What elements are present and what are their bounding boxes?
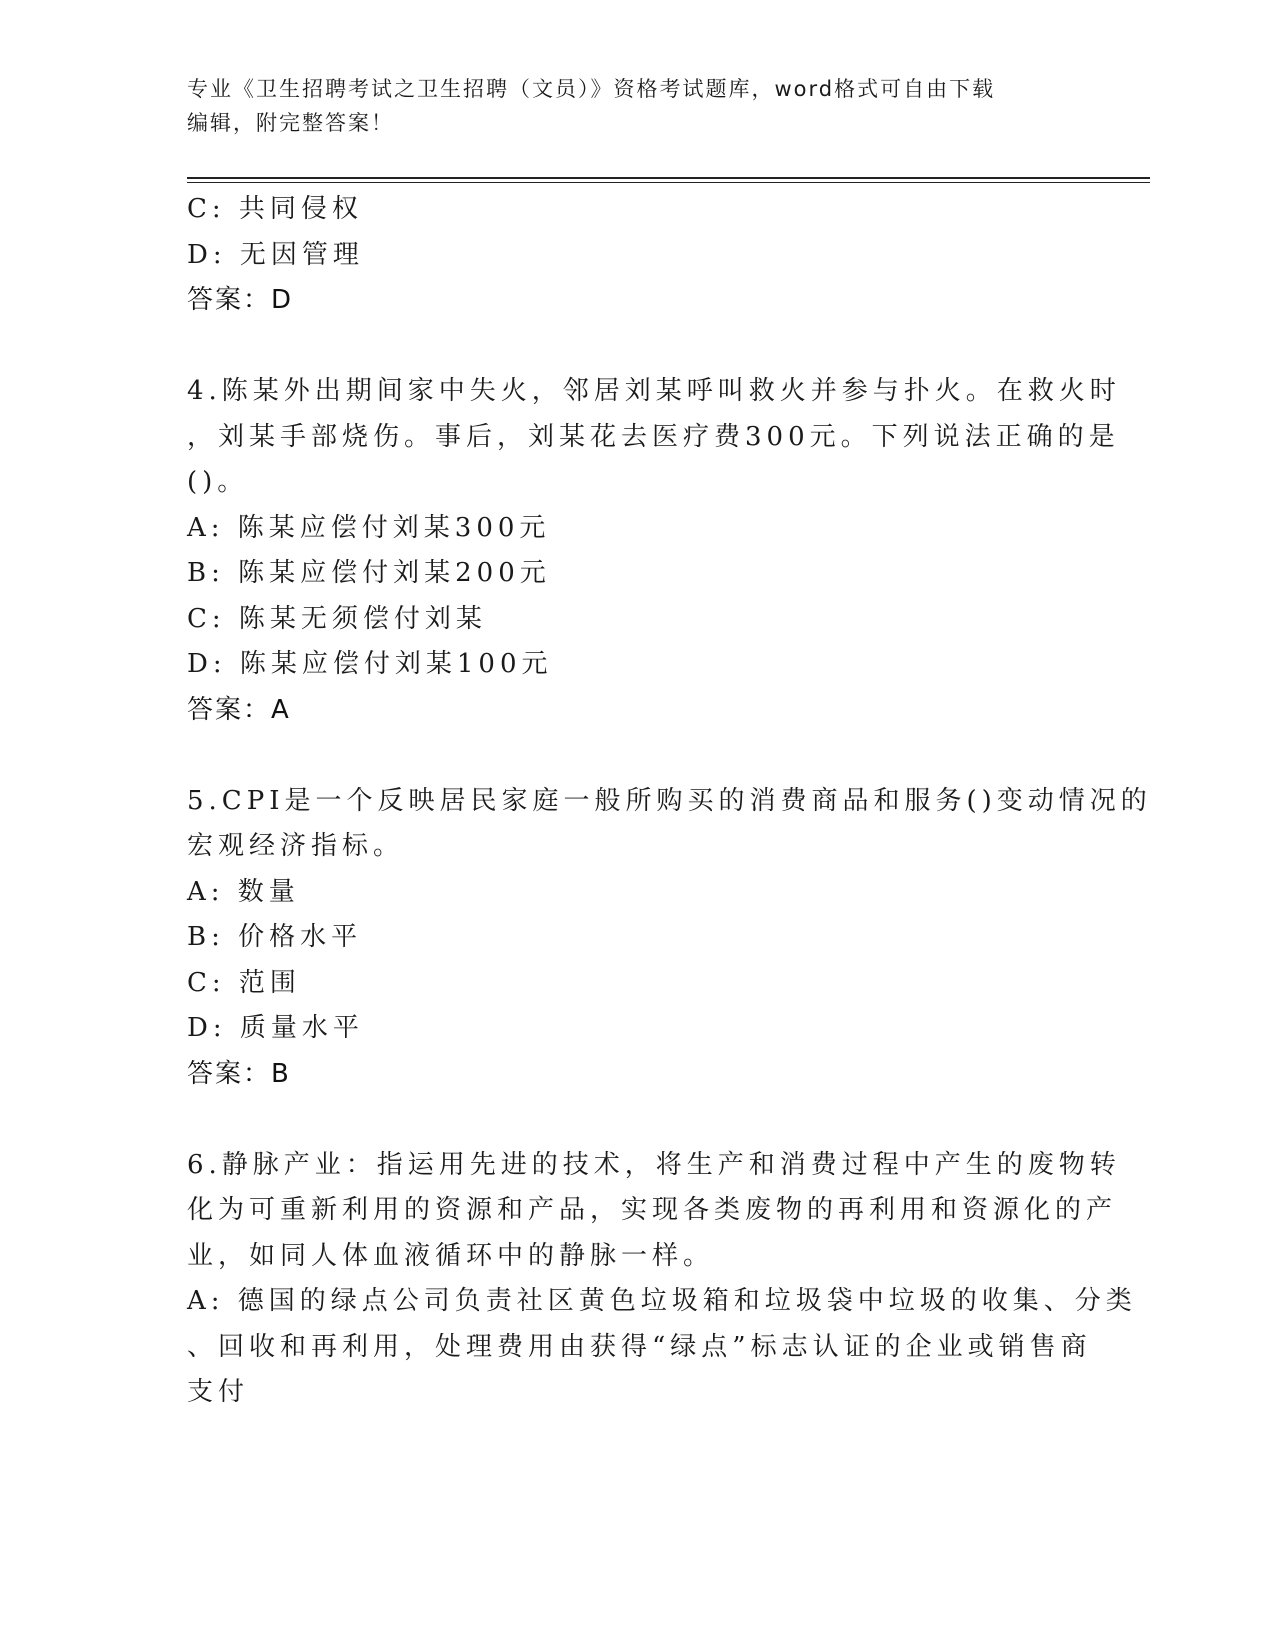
question-stem-line: 6.静脉产业：指运用先进的技术，将生产和消费过程中产生的废物转 [187,1149,1121,1180]
option-d: D: 质量水平 [187,1013,364,1043]
answer: 答案：B [187,1058,291,1089]
answer: 答案：D [187,285,294,315]
option-b: B: 价格水平 [187,922,363,952]
option-a: A: 德国的绿点公司负责社区黄色垃圾箱和垃圾袋中垃圾的收集、分类 [187,1286,1137,1316]
document-header [187,72,1087,140]
option-c: C: 范围 [187,967,301,998]
answer: 答案：A [187,694,291,725]
spacer [187,324,1087,370]
option-d: D: 陈某应偿付刘某100元 [187,649,553,679]
question-4 [187,369,1121,733]
question-stem-line: 5.CPI是一个反映居民家庭一般所购买的消费商品和服务()变动情况的 [187,785,1152,816]
question-stem-line: ，刘某手部烧伤。事后，刘某花去医疗费300元。下列说法正确的是 [187,421,1120,452]
spacer [187,1097,1087,1143]
question-stem-line: 业，如同人体血液循环中的静脉一样。 [187,1240,715,1271]
question-stem-line: 宏观经济指标。 [187,831,405,861]
question-5 [187,779,1152,1098]
option-b: B: 陈某应偿付刘某200元 [187,558,551,588]
option-a: A: 数量 [187,876,300,907]
header-line-2: 编辑，附完整答案！ [187,111,394,135]
option-a-continued: 、回收和再利用，处理费用由获得“绿点”标志认证的企业或销售商 [187,1331,1092,1362]
question-3-tail [187,187,1087,324]
question-stem-line: ()。 [187,467,249,497]
option-a-continued: 支付 [187,1377,250,1407]
option-c: C: 陈某无须偿付刘某 [187,603,487,634]
option-c: C: 共同侵权 [187,194,363,224]
spacer [187,733,1087,779]
option-d: D: 无因管理 [187,239,364,270]
question-6 [187,1143,1137,1416]
question-content [187,187,1152,1416]
question-stem-line: 化为可重新利用的资源和产品，实现各类废物的再利用和资源化的产 [187,1195,1118,1225]
option-a: A: 陈某应偿付刘某300元 [187,512,551,543]
question-stem-line: 4.陈某外出期间家中失火，邻居刘某呼叫救火并参与扑火。在救火时 [187,376,1121,406]
header-divider [187,177,1150,183]
header-line-1: 专业《卫生招聘考试之卫生招聘（文员）》资格考试题库，word格式可自由下载 [187,77,996,101]
